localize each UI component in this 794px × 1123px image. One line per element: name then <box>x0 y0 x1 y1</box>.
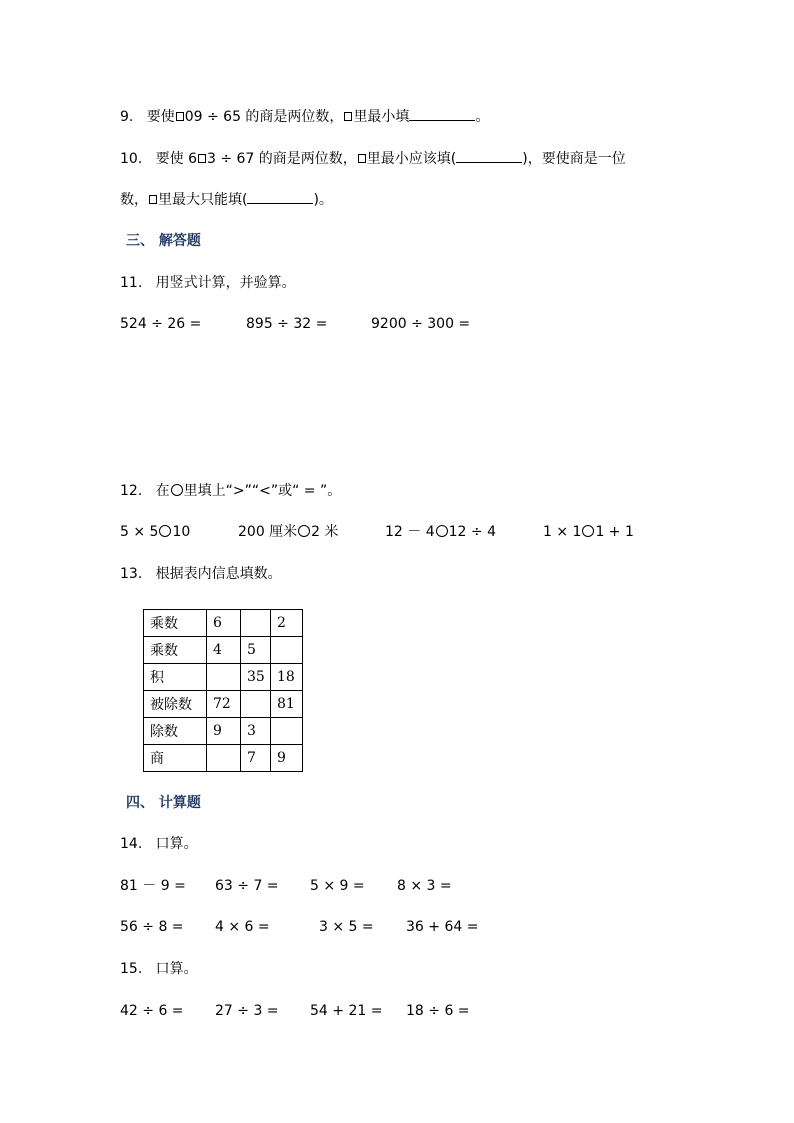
table-cell[interactable] <box>241 610 271 637</box>
question-11: 11. 用竖式计算，并验算。 <box>120 275 296 291</box>
table-cell: 积 <box>144 664 207 691</box>
question-12: 12. 在 里填上“>”“<”或“ = ”。 <box>120 483 342 499</box>
expression: 63 ÷ 7 = <box>215 878 279 894</box>
question-number: 9. <box>120 109 134 125</box>
compare-expression: 5 × 5 10 <box>120 524 191 540</box>
compare-expression: 1 × 1 1 + 1 <box>543 524 634 540</box>
expression: 9200 ÷ 300 = <box>371 316 471 332</box>
table-cell[interactable] <box>241 691 271 718</box>
table-cell: 4 <box>207 637 241 664</box>
question-15: 15. 口算。 <box>120 961 198 977</box>
expression: 5 × 9 = <box>310 878 365 894</box>
table-cell: 81 <box>271 691 303 718</box>
table-row <box>144 745 303 772</box>
table-cell[interactable] <box>271 637 303 664</box>
expression: 8 × 3 = <box>397 878 452 894</box>
table-cell: 除数 <box>144 718 207 745</box>
table-cell: 35 <box>241 664 271 691</box>
box-symbol <box>344 112 352 121</box>
circle-blank[interactable] <box>436 525 448 537</box>
table-cell: 72 <box>207 691 241 718</box>
compare-expression: 12 － 4 12 ÷ 4 <box>385 524 496 540</box>
expression: 3 × 5 = <box>319 919 374 935</box>
table-cell: 乘数 <box>144 610 207 637</box>
info-table <box>143 609 303 772</box>
table-row <box>144 664 303 691</box>
question-number: 13. <box>120 566 143 582</box>
table-cell: 商 <box>144 745 207 772</box>
table-cell: 3 <box>241 718 271 745</box>
question-13: 13. 根据表内信息填数。 <box>120 566 282 582</box>
circle-blank[interactable] <box>159 525 171 537</box>
question-number: 14. <box>120 836 143 852</box>
answer-blank[interactable] <box>247 189 313 204</box>
table-row <box>144 691 303 718</box>
expression: 524 ÷ 26 = <box>120 316 202 332</box>
circle-blank[interactable] <box>298 525 310 537</box>
table-row <box>144 610 303 637</box>
table-cell[interactable] <box>271 718 303 745</box>
table-cell: 2 <box>271 610 303 637</box>
question-number: 12. <box>120 483 143 499</box>
table-cell[interactable] <box>207 745 241 772</box>
box-symbol <box>358 154 366 163</box>
box-symbol <box>149 195 157 204</box>
expression: 42 ÷ 6 = <box>120 1003 184 1019</box>
question-14: 14. 口算。 <box>120 836 198 852</box>
question-9: 9. 要使 09 ÷ 65 的商是两位数， 里最小填 。 <box>120 106 489 127</box>
answer-blank[interactable] <box>456 148 522 163</box>
table-cell: 9 <box>271 745 303 772</box>
question-number: 11. <box>120 275 143 291</box>
table-cell: 9 <box>207 718 241 745</box>
question-number: 15. <box>120 961 143 977</box>
table-cell: 7 <box>241 745 271 772</box>
circle-symbol <box>171 484 183 496</box>
table-row <box>144 637 303 664</box>
expression: 54 + 21 = <box>310 1003 383 1019</box>
expression: 4 × 6 = <box>215 919 270 935</box>
expression: 18 ÷ 6 = <box>406 1003 470 1019</box>
answer-blank[interactable] <box>409 106 475 121</box>
table-cell: 6 <box>207 610 241 637</box>
question-10: 10. 要使 6 3 ÷ 67 的商是两位数， 里最小应该填( )，要使商是一位 <box>120 148 626 169</box>
expression: 27 ÷ 3 = <box>215 1003 279 1019</box>
expression: 895 ÷ 32 = <box>246 316 328 332</box>
compare-expression: 200 厘米 2 米 <box>238 524 339 540</box>
question-10-cont: 数， 里最大只能填( )。 <box>120 189 333 210</box>
expression: 81 － 9 = <box>120 878 186 894</box>
table-cell: 乘数 <box>144 637 207 664</box>
question-number: 10. <box>120 151 143 167</box>
box-symbol <box>198 154 206 163</box>
expression: 56 ÷ 8 = <box>120 919 184 935</box>
table-row <box>144 718 303 745</box>
section-heading-4: 四、 计算题 <box>126 795 201 811</box>
table-cell: 5 <box>241 637 271 664</box>
expression: 36 + 64 = <box>406 919 479 935</box>
table-cell: 18 <box>271 664 303 691</box>
box-symbol <box>176 112 184 121</box>
section-heading-3: 三、 解答题 <box>126 233 201 249</box>
circle-blank[interactable] <box>582 525 594 537</box>
table-cell[interactable] <box>207 664 241 691</box>
table-cell: 被除数 <box>144 691 207 718</box>
